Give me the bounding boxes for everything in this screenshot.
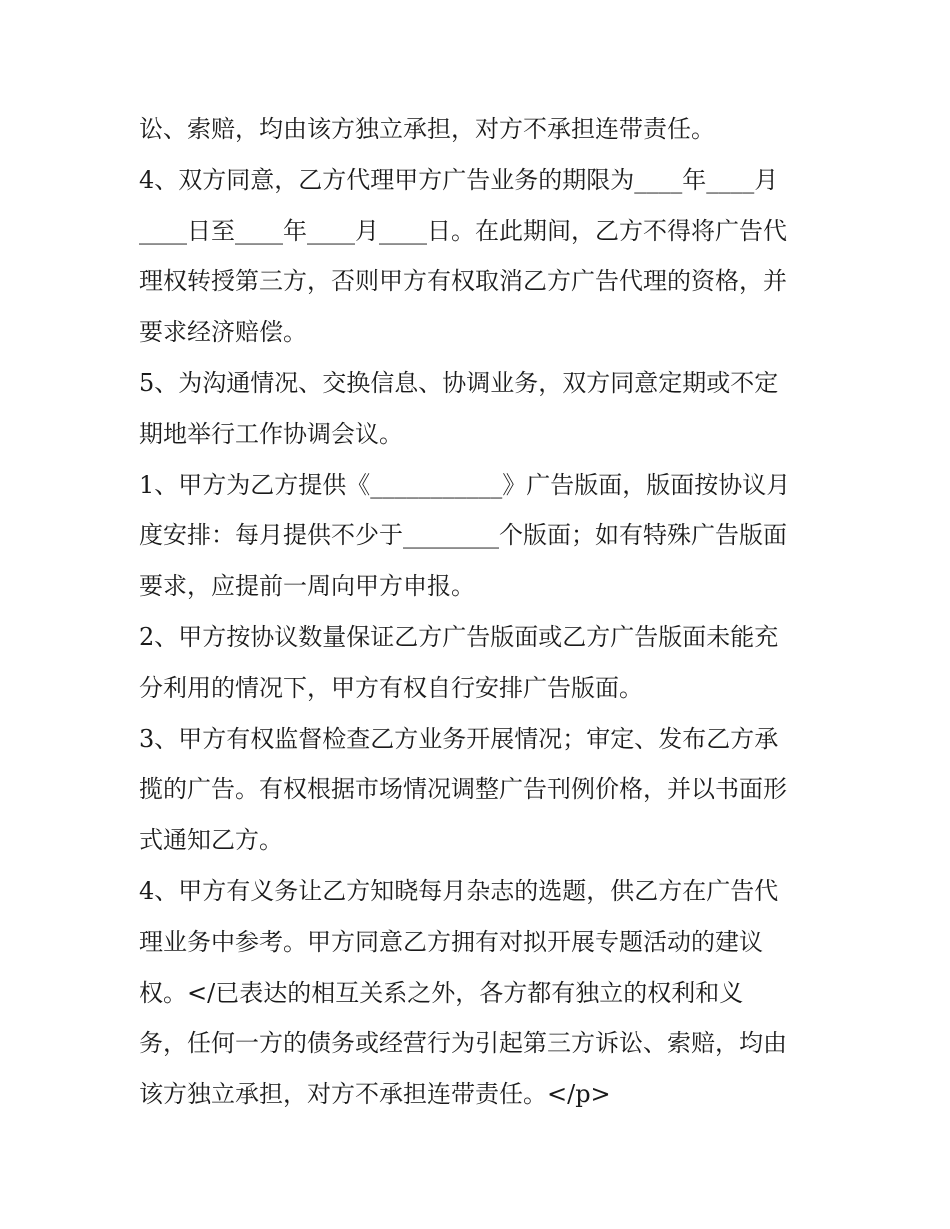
text-line: 务，任何一方的债务或经营行为引起第三方诉讼、索赔，均由 [139, 1029, 787, 1058]
text-line: 理权转授第三方，否则甲方有权取消乙方广告代理的资格，并 [139, 267, 787, 296]
text-line: 权。</已表达的相互关系之外，各方都有独立的权利和义 [139, 978, 744, 1007]
text-line: 要求，应提前一周向甲方申报。 [139, 572, 475, 601]
text-line: 4、双方同意，乙方代理甲方广告业务的期限为____年____月 [139, 165, 779, 194]
text-line: 理业务中参考。甲方同意乙方拥有对拟开展专题活动的建议 [139, 927, 763, 956]
text-line: 度安排：每月提供不少于________个版面；如有特殊广告版面 [139, 521, 787, 550]
text-line: 式通知乙方。 [139, 826, 283, 855]
text-line: 3、甲方有权监督检查乙方业务开展情况；审定、发布乙方承 [139, 724, 779, 753]
text-line: 该方独立承担，对方不承担连带责任。</p> [139, 1080, 611, 1109]
text-line: 2、甲方按协议数量保证乙方广告版面或乙方广告版面未能充 [139, 622, 779, 651]
text-line: ____日至____年____月____日。在此期间，乙方不得将广告代 [139, 216, 787, 245]
text-line: 5、为沟通情况、交换信息、协调业务，双方同意定期或不定 [139, 368, 779, 397]
text-line: 4、甲方有义务让乙方知晓每月杂志的选题，供乙方在广告代 [139, 876, 779, 905]
document-body [139, 104, 829, 1120]
text-line: 揽的广告。有权根据市场情况调整广告刊例价格，并以书面形 [139, 775, 787, 804]
text-line: 1、甲方为乙方提供《___________》广告版面，版面按协议月 [139, 470, 791, 499]
text-line: 讼、索赔，均由该方独立承担，对方不承担连带责任。 [139, 115, 715, 143]
text-line: 期地举行工作协调会议。 [139, 419, 403, 448]
text-line: 分利用的情况下，甲方有权自行安排广告版面。 [139, 673, 643, 702]
text-line: 要求经济赔偿。 [139, 318, 307, 347]
